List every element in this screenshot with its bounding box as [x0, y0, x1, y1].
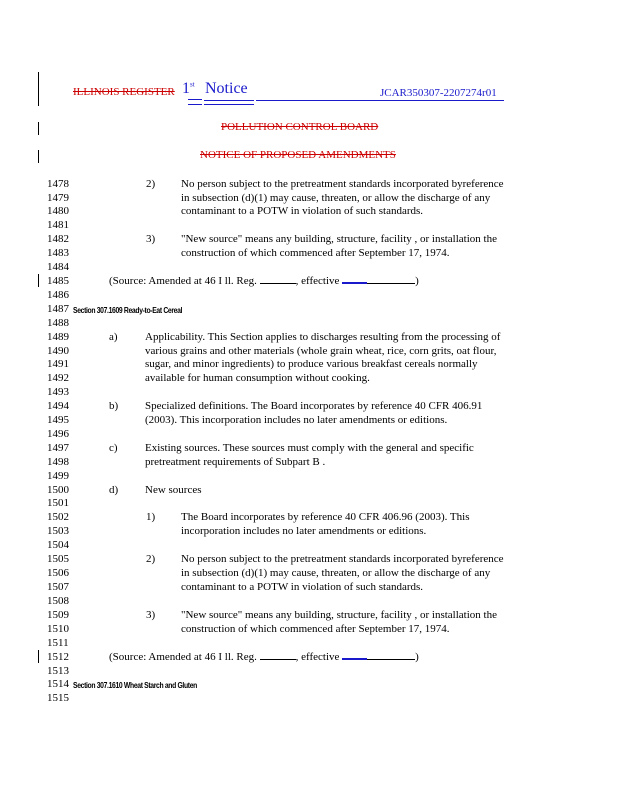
body-line: Applicability. This Section applies to discharges resulting from the processing of [145, 331, 501, 343]
body-line: Existing sources. These sources must comply with the general and specific [145, 442, 474, 454]
section-heading: Section 307.1609 Ready-to-Eat Cereal [73, 306, 183, 315]
body-line: available for human consumption without cooking. [145, 372, 370, 384]
body-line: New sources [145, 484, 202, 496]
change-bar [38, 122, 39, 135]
document-code: JCAR350307-2207274r01 [380, 87, 497, 99]
item-label: 3) [146, 609, 156, 621]
item-label: 1) [146, 511, 156, 523]
item-label: 3) [146, 233, 156, 245]
notice-rule [204, 100, 254, 101]
page-number: 1st [182, 80, 195, 97]
change-bar [38, 274, 39, 287]
body-line: sugar, and minor ingredients) to produce various breakfast cereals normally [145, 358, 478, 370]
body-line: The Board incorporates by reference 40 CFR 406.96 (2003). This [181, 511, 470, 523]
body-line: incorporation includes no later amendments or editions. [181, 525, 427, 537]
item-label: 2) [146, 553, 156, 565]
notice-label: Notice [205, 80, 248, 97]
body-line: (2003). This incorporation includes no later amendments or editions. [145, 414, 448, 426]
source-note: (Source: Amended at 46 I ll. Reg. , effective ) [109, 275, 419, 287]
body-line: in subsection (d)(1) may cause, threaten, or allow the discharge of any [181, 567, 491, 579]
body-line: "New source" means any building, structure, facility , or installation the [181, 233, 497, 245]
body-line: No person subject to the pretreatment standards incorporated byreference [181, 178, 504, 190]
register-title: ILLINOIS REGISTER [73, 86, 175, 98]
notice-type-title: NOTICE OF PROPOSED AMENDMENTS [200, 149, 396, 161]
body-line: in subsection (d)(1) may cause, threaten, or allow the discharge of any [181, 192, 491, 204]
item-label: d) [109, 484, 119, 496]
body-line: construction of which commenced after September 17, 1974. [181, 247, 450, 259]
agency-title: POLLUTION CONTROL BOARD [221, 121, 379, 133]
body-line: "New source" means any building, structure, facility , or installation the [181, 609, 497, 621]
body-line: construction of which commenced after September 17, 1974. [181, 623, 450, 635]
change-bar [38, 150, 39, 163]
body-line: various grains and other materials (whole grain wheat, rice, corn grits, oat flour, [145, 345, 497, 357]
double-underline [188, 99, 202, 105]
item-label: a) [109, 331, 118, 343]
section-heading: Section 307.1610 Wheat Starch and Gluten [73, 681, 197, 690]
item-label: 2) [146, 178, 156, 190]
change-bar [38, 650, 39, 663]
notice-rule [204, 104, 254, 105]
body-line: pretreatment requirements of Subpart B . [145, 456, 326, 468]
code-underline [256, 100, 504, 101]
body-line: contaminant to a POTW in violation of such standards. [181, 205, 424, 217]
item-label: c) [109, 442, 118, 454]
body-line: contaminant to a POTW in violation of such standards. [181, 581, 424, 593]
source-note: (Source: Amended at 46 I ll. Reg. , effective ) [109, 651, 419, 663]
body-line: No person subject to the pretreatment standards incorporated byreference [181, 553, 504, 565]
item-label: b) [109, 400, 119, 412]
change-bar [38, 72, 39, 106]
body-line: Specialized definitions. The Board incorporates by reference 40 CFR 406.91 [145, 400, 483, 412]
